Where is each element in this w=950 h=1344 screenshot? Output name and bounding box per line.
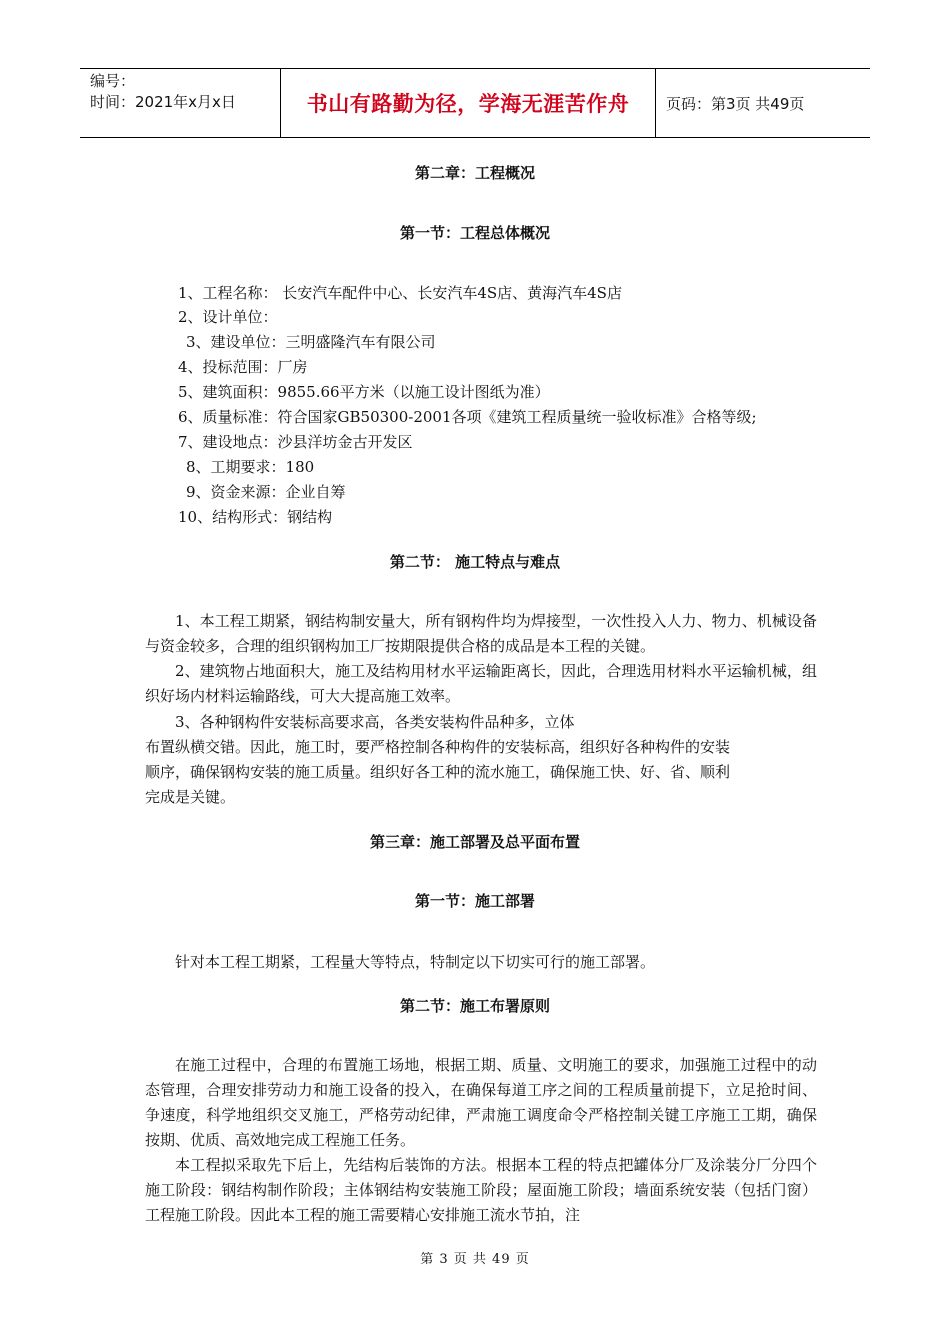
page-header — [80, 68, 870, 138]
chapter-2-title: 第二章：工程概况 — [414, 164, 535, 182]
overview-item-10: 10、结构形式：钢结构 — [178, 508, 333, 526]
principles-paragraph-1: 在施工过程中，合理的布置施工场地，根据工期、质量、文明施工的要求，加强施工过程中的动态管理，合理安排劳动力和施工设备的投入，在确保每道工序之间的工程质量前提下，立足抢时间、争速度，科学地组织交叉施工，严格劳动纪律，严肃施工调度命令严格控制关键工序施工工期，确保按期、优质、高效地完成工程施工任务。 — [145, 1056, 817, 1149]
difficulty-3-line-2: 布置纵横交错。因此，施工时，要严格控制各种构件的安装标高，组织好各种构件的安装 — [145, 738, 731, 756]
difficulty-paragraph-2: 2、建筑物占地面积大，施工及结构用材水平运输距离长，因此，合理选用材料水平运输机械，组织好场内材料运输路线，可大大提高施工效率。 — [145, 662, 817, 705]
overview-item-7: 7、建设地点：沙县洋坊金古开发区 — [178, 433, 413, 451]
header-motto: 书山有路勤为径，学海无涯苦作舟 — [281, 69, 656, 137]
difficulty-3-first-line: 3、各种钢构件安装标高要求高，各类安装构件品种多，立体 — [175, 713, 575, 731]
document-number-label: 编号： — [90, 72, 136, 90]
deployment-intro: 针对本工程工期紧，工程量大等特点，特制定以下切实可行的施工部署。 — [175, 953, 656, 971]
page-footer: 第 3 页 共 49 页 — [420, 1252, 530, 1267]
header-meta — [80, 69, 281, 137]
section-deployment-title: 第一节：施工部署 — [414, 892, 535, 910]
overview-item-3: 3、建设单位：三明盛隆汽车有限公司 — [186, 333, 436, 351]
difficulty-3-line-3: 顺序，确保钢构安装的施工质量。组织好各工种的流水施工，确保施工快、好、省、顺利 — [145, 763, 731, 781]
section-overview-title: 第一节：工程总体概况 — [399, 224, 550, 242]
section-principles-title: 第二节：施工布署原则 — [399, 997, 550, 1015]
document-date: 时间：2021年x月x日 — [90, 93, 236, 111]
overview-item-2: 2、设计单位： — [178, 308, 278, 326]
chapter-3-title: 第三章：施工部署及总平面布置 — [369, 833, 580, 851]
principles-paragraph-2: 本工程拟采取先下后上，先结构后装饰的方法。根据本工程的特点把罐体分厂及涂装分厂分四个施工阶段：钢结构制作阶段；主体钢结构安装施工阶段；屋面施工阶段；墙面系统安装（包括门窗）工程施工阶段。因此本工程的施工需要精心安排施工流水节拍，注 — [145, 1156, 817, 1224]
overview-item-9: 9、资金来源：企业自筹 — [186, 483, 346, 501]
section-difficulties-title: 第二节： 施工特点与难点 — [389, 553, 561, 571]
overview-item-6: 6、质量标准：符合国家GB50300-2001各项《建筑工程质量统一验收标准》合格等级; — [178, 408, 757, 426]
overview-item-4: 4、投标范围：厂房 — [178, 358, 308, 376]
overview-item-1: 1、工程名称： 长安汽车配件中心、长安汽车4S店、黄海汽车4S店 — [178, 284, 622, 302]
overview-item-5: 5、建筑面积：9855.66平方米（以施工设计图纸为准） — [178, 383, 550, 401]
overview-item-8: 8、工期要求：180 — [186, 458, 315, 476]
difficulty-3-line-4: 完成是关键。 — [145, 788, 236, 806]
difficulty-paragraph-1: 1、本工程工期紧，钢结构制安量大，所有钢构件均为焊接型，一次性投入人力、物力、机械设备与资金较多，合理的组织钢构加工厂按期限提供合格的成品是本工程的关键。 — [145, 612, 817, 655]
header-page-info: 页码：第3页 共49页 — [666, 94, 805, 113]
